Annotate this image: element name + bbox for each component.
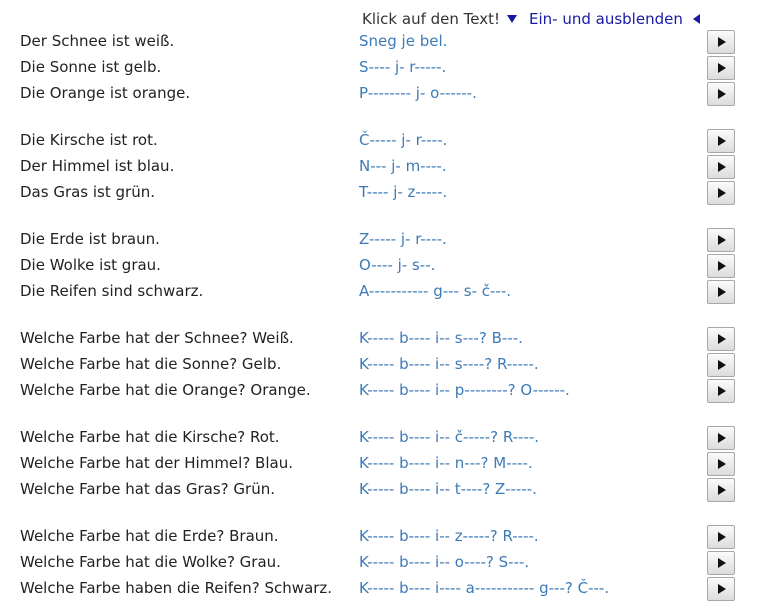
phrase-row	[0, 353, 768, 379]
phrase-row	[0, 129, 768, 155]
toggle-visibility-link[interactable]: Ein- und ausblenden	[529, 10, 683, 28]
controls-bar	[362, 9, 700, 29]
german-sentence: Die Wolke ist grau.	[20, 256, 161, 274]
play-button[interactable]	[707, 379, 735, 403]
german-sentence: Welche Farbe hat die Sonne? Gelb.	[20, 355, 282, 373]
triangle-down-icon[interactable]	[507, 15, 517, 23]
phrase-row	[0, 155, 768, 181]
play-button[interactable]	[707, 577, 735, 601]
translation-text[interactable]: K----- b---- i-- z-----? R----.	[359, 527, 539, 545]
phrase-row	[0, 577, 768, 603]
play-button[interactable]	[707, 353, 735, 377]
click-hint: Klick auf den Text!	[362, 10, 500, 28]
phrase-row	[0, 551, 768, 577]
translation-text[interactable]: S---- j- r-----.	[359, 58, 447, 76]
german-sentence: Welche Farbe hat der Schnee? Weiß.	[20, 329, 294, 347]
translation-text[interactable]: O---- j- s--.	[359, 256, 436, 274]
translation-text[interactable]: A----------- g--- s- č---.	[359, 282, 512, 300]
translation-text[interactable]: K----- b---- i-- o----? S---.	[359, 553, 530, 571]
german-sentence: Welche Farbe hat die Wolke? Grau.	[20, 553, 281, 571]
translation-text[interactable]: K----- b---- i-- n---? M----.	[359, 454, 533, 472]
translation-text[interactable]: Sneg je bel.	[359, 32, 448, 50]
play-button[interactable]	[707, 452, 735, 476]
play-icon	[718, 485, 726, 495]
german-sentence: Die Orange ist orange.	[20, 84, 191, 102]
play-button[interactable]	[707, 228, 735, 252]
play-button[interactable]	[707, 82, 735, 106]
play-icon	[718, 63, 726, 73]
play-icon	[718, 162, 726, 172]
german-sentence: Welche Farbe haben die Reifen? Schwarz.	[20, 579, 333, 597]
phrase-row	[0, 280, 768, 306]
phrase-row	[0, 30, 768, 56]
play-icon	[718, 360, 726, 370]
german-sentence: Die Reifen sind schwarz.	[20, 282, 204, 300]
play-button[interactable]	[707, 551, 735, 575]
triangle-left-icon[interactable]	[693, 14, 700, 24]
play-icon	[718, 584, 726, 594]
play-icon	[718, 89, 726, 99]
translation-text[interactable]: K----- b---- i-- č-----? R----.	[359, 428, 540, 446]
play-button[interactable]	[707, 30, 735, 54]
play-button[interactable]	[707, 254, 735, 278]
play-icon	[718, 334, 726, 344]
translation-text[interactable]: K----- b---- i-- t----? Z-----.	[359, 480, 537, 498]
translation-text[interactable]: K----- b---- i---- a----------- g---? Č---.	[359, 579, 610, 597]
play-button[interactable]	[707, 56, 735, 80]
german-sentence: Die Erde ist braun.	[20, 230, 160, 248]
translation-text[interactable]: P-------- j- o------.	[359, 84, 477, 102]
play-icon	[718, 136, 726, 146]
play-icon	[718, 532, 726, 542]
play-button[interactable]	[707, 181, 735, 205]
translation-text[interactable]: T---- j- z-----.	[359, 183, 448, 201]
play-icon	[718, 235, 726, 245]
german-sentence: Das Gras ist grün.	[20, 183, 155, 201]
phrase-row	[0, 525, 768, 551]
german-sentence: Der Schnee ist weiß.	[20, 32, 175, 50]
translation-text[interactable]: Z----- j- r----.	[359, 230, 447, 248]
play-icon	[718, 558, 726, 568]
translation-text[interactable]: K----- b---- i-- s---? B---.	[359, 329, 523, 347]
play-icon	[718, 188, 726, 198]
play-icon	[718, 386, 726, 396]
translation-text[interactable]: Č----- j- r----.	[359, 131, 448, 149]
translation-text[interactable]: N--- j- m----.	[359, 157, 447, 175]
phrase-row	[0, 426, 768, 452]
phrase-row	[0, 181, 768, 207]
play-icon	[718, 261, 726, 271]
play-button[interactable]	[707, 478, 735, 502]
german-sentence: Die Sonne ist gelb.	[20, 58, 162, 76]
german-sentence: Welche Farbe hat die Orange? Orange.	[20, 381, 311, 399]
phrase-row	[0, 228, 768, 254]
play-icon	[718, 37, 726, 47]
play-button[interactable]	[707, 426, 735, 450]
phrase-row	[0, 452, 768, 478]
translation-text[interactable]: K----- b---- i-- s----? R-----.	[359, 355, 539, 373]
play-icon	[718, 459, 726, 469]
play-button[interactable]	[707, 327, 735, 351]
phrase-row	[0, 82, 768, 108]
german-sentence: Die Kirsche ist rot.	[20, 131, 158, 149]
play-button[interactable]	[707, 129, 735, 153]
german-sentence: Der Himmel ist blau.	[20, 157, 175, 175]
play-button[interactable]	[707, 155, 735, 179]
phrase-row	[0, 379, 768, 405]
german-sentence: Welche Farbe hat der Himmel? Blau.	[20, 454, 293, 472]
play-icon	[718, 287, 726, 297]
phrase-row	[0, 327, 768, 353]
german-sentence: Welche Farbe hat das Gras? Grün.	[20, 480, 275, 498]
play-button[interactable]	[707, 280, 735, 304]
translation-text[interactable]: K----- b---- i-- p--------? O------.	[359, 381, 570, 399]
phrase-row	[0, 56, 768, 82]
play-icon	[718, 433, 726, 443]
phrase-row	[0, 478, 768, 504]
german-sentence: Welche Farbe hat die Erde? Braun.	[20, 527, 279, 545]
play-button[interactable]	[707, 525, 735, 549]
german-sentence: Welche Farbe hat die Kirsche? Rot.	[20, 428, 280, 446]
phrase-row	[0, 254, 768, 280]
